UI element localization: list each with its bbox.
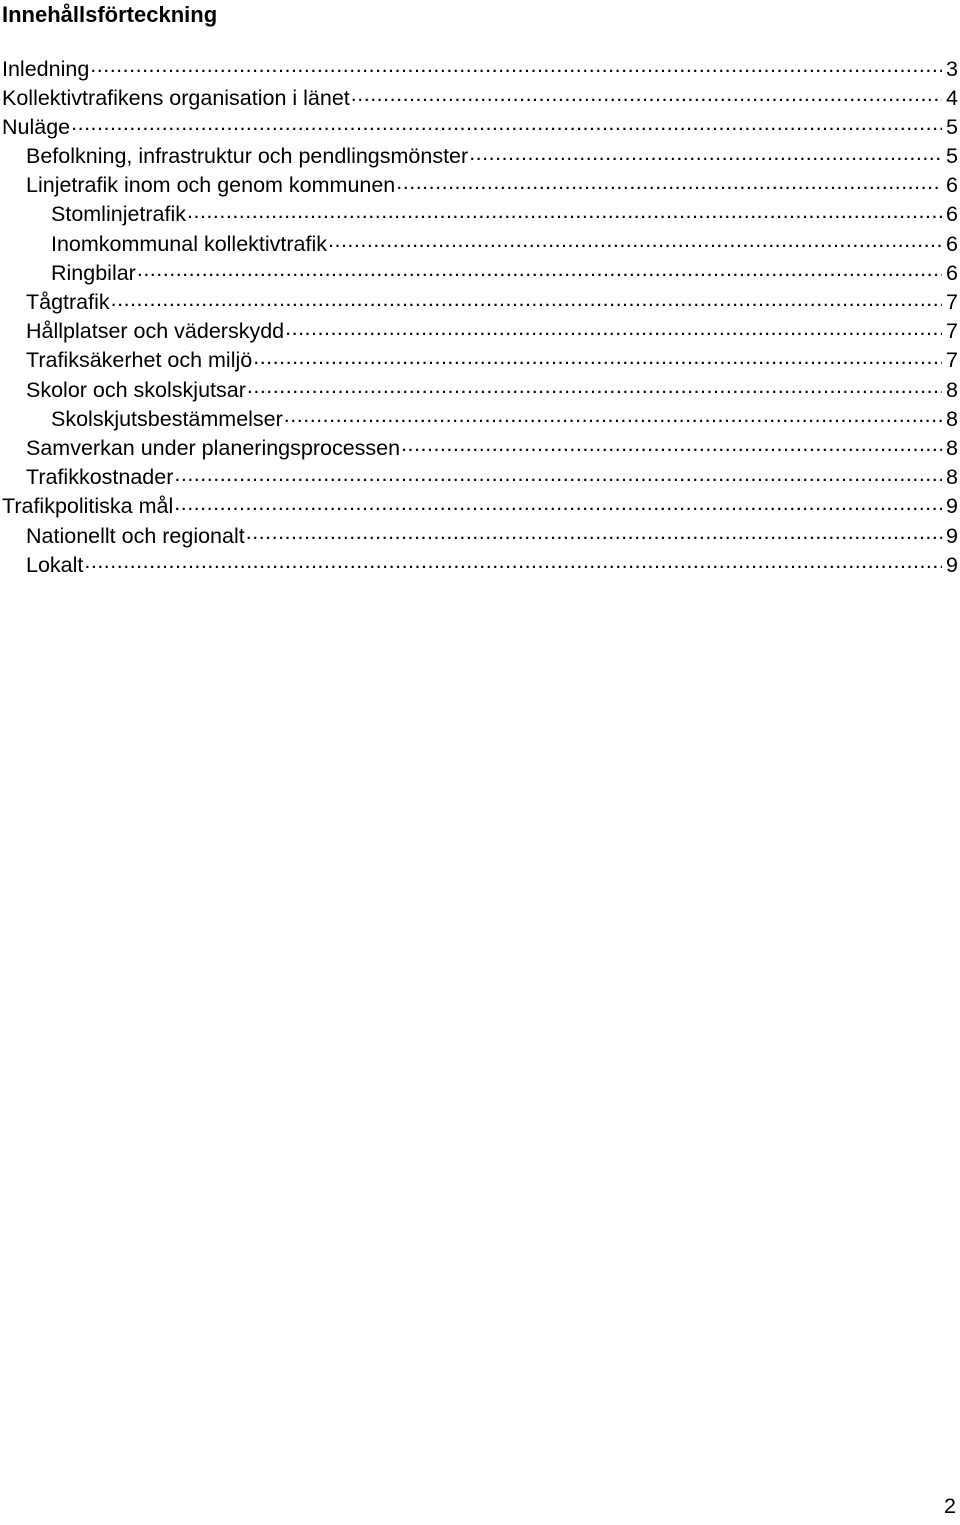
toc-entry[interactable] [0, 200, 960, 229]
toc-list [0, 54, 960, 579]
toc-entry-page: 9 [946, 523, 958, 548]
toc-entry-label: Befolkning, infrastruktur och pendlingsmönster [26, 144, 469, 169]
toc-dot-leader [187, 200, 942, 222]
toc-entry-label: Tågtrafik [26, 290, 110, 314]
toc-entry[interactable] [0, 521, 960, 550]
toc-dot-leader [247, 375, 942, 397]
toc-entry-label: Skolskjutsbestämmelser [51, 406, 283, 431]
toc-dot-leader [469, 142, 942, 164]
toc-dot-leader [90, 54, 942, 76]
toc-dot-leader [351, 83, 942, 105]
toc-entry-page: 3 [946, 56, 958, 81]
toc-entry[interactable] [0, 550, 960, 579]
toc-entry[interactable] [0, 171, 960, 200]
toc-entry-page: 5 [946, 114, 958, 139]
toc-entry-label: Lokalt [26, 552, 84, 577]
toc-entry-label: Trafikkostnader [26, 465, 174, 490]
toc-dot-leader [174, 492, 942, 514]
toc-entry-label: Samverkan under planeringsprocessen [26, 435, 401, 460]
toc-entry[interactable] [0, 54, 960, 83]
toc-entry-page: 8 [946, 377, 958, 402]
toc-entry-label: Nationellt och regionalt [26, 523, 245, 548]
toc-dot-leader [174, 463, 942, 485]
toc-entry[interactable] [0, 258, 960, 287]
toc-entry[interactable] [0, 83, 960, 112]
toc-entry[interactable] [0, 375, 960, 404]
toc-entry[interactable] [0, 229, 960, 258]
toc-entry-label: Inledning [2, 56, 90, 81]
toc-entry-page: 6 [946, 231, 958, 256]
toc-entry-label: Inomkommunal kollektivtrafik [51, 231, 328, 256]
toc-entry[interactable] [0, 288, 960, 317]
toc-dot-leader [253, 346, 942, 368]
toc-entry-page: 6 [946, 202, 958, 227]
toc-entry-label: Kollektivtrafikens organisation i länet [2, 85, 350, 110]
toc-entry-page: 6 [946, 173, 958, 198]
toc-entry-label: Nuläge [2, 114, 71, 139]
toc-dot-leader [401, 433, 942, 455]
toc-entry-page: 7 [946, 348, 958, 373]
page-number: 2 [944, 1494, 956, 1518]
toc-entry-page: 8 [946, 465, 958, 490]
toc-entry-page: 9 [946, 552, 958, 577]
toc-entry-page: 9 [946, 494, 958, 519]
toc-entry[interactable] [0, 492, 960, 521]
toc-dot-leader [71, 112, 942, 134]
toc-dot-leader [246, 521, 942, 543]
toc-entry[interactable] [0, 142, 960, 171]
toc-entry-page: 4 [946, 85, 958, 110]
toc-entry[interactable] [0, 112, 960, 141]
toc-entry-page: 8 [946, 406, 958, 431]
toc-entry-label: Skolor och skolskjutsar [26, 377, 246, 402]
toc-dot-leader [328, 229, 942, 251]
toc-entry-label: Linjetrafik inom och genom kommunen [26, 173, 396, 198]
toc-entry[interactable] [0, 317, 960, 346]
toc-entry-label: Trafiksäkerhet och miljö [26, 348, 253, 373]
toc-entry-page: 7 [946, 319, 958, 344]
toc-entry-label: Hållplatser och väderskydd [26, 319, 285, 344]
toc-dot-leader [137, 258, 942, 280]
toc-dot-leader [396, 171, 942, 193]
toc-dot-leader [285, 317, 942, 339]
toc-entry-label: Stomlinjetrafik [51, 202, 187, 227]
toc-entry-page: 5 [946, 144, 958, 169]
toc-entry[interactable] [0, 433, 960, 462]
toc-entry[interactable] [0, 463, 960, 492]
toc-entry-label: Ringbilar [51, 260, 136, 285]
toc-title: Innehållsförteckning [2, 2, 218, 27]
toc-entry-page: 6 [946, 260, 958, 285]
toc-entry[interactable] [0, 404, 960, 433]
toc-entry-page: 7 [946, 290, 958, 314]
toc-dot-leader [84, 550, 942, 572]
toc-dot-leader [284, 404, 942, 426]
toc-dot-leader [111, 288, 942, 310]
toc-entry[interactable] [0, 346, 960, 375]
toc-entry-page: 8 [946, 435, 958, 460]
toc-entry-label: Trafikpolitiska mål [2, 494, 174, 519]
